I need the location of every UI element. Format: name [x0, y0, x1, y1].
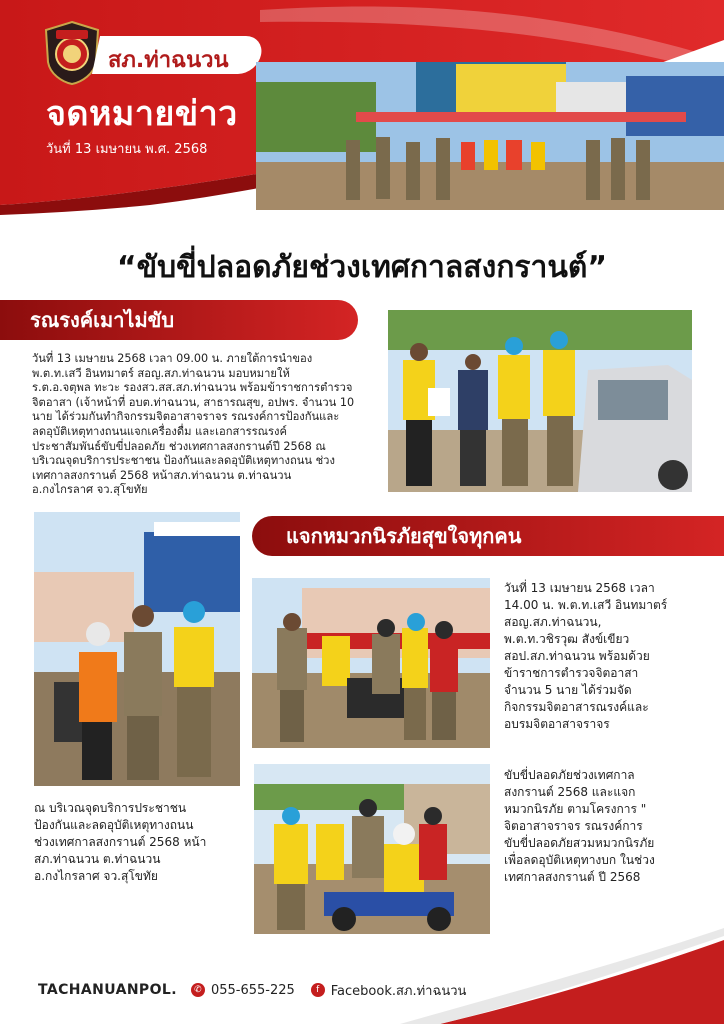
section-body-helmets-2: ขับขี่ปลอดภัยช่วงเทศกาล สงกรานต์ 2568 และแจก หมวกนิรภัย ตามโครงการ " จิตอาสาจราจร รณรงค์การ ขับขี่ปลอดภัยสวมหมวกนิรภัย เพื่อลดอุบัติเหตุทางบก ในช่วง เทศกาลสงกรานต์ ปี 2568 — [504, 768, 655, 884]
phone-icon: ✆ — [191, 983, 205, 997]
header-photo-checkpoint — [256, 62, 724, 210]
photo-campaign-car — [388, 310, 692, 492]
footer-facebook[interactable]: Facebook.สภ.ท่าฉนวน — [330, 983, 467, 999]
footer-swoosh — [0, 920, 724, 1024]
footer-brand: TACHANUANPOL. — [38, 982, 177, 998]
photo-motorcycle-helmet — [254, 764, 490, 934]
station-name: สภ.ท่าฉนวน — [108, 48, 229, 73]
section-body-drunk-driving: วันที่ 13 เมษายน 2568 เวลา 09.00 น. ภายใต้การนำของ พ.ต.ท.เสวี อินทมาตร์ สอญ.สภ.ท่าฉนวน มอบหมายให้ ร.ต.อ.จตุพล ทะวะ รองสว.สส.สภ.ท่าฉนวน พร้อมข้าราชการตำรวจ จิตอาสา (เจ้าหน้าที่ อบต.ท่าฉนวน, สาธารณสุข, อปพร. จำนวน 10 นาย ได้ร่วมกันทำกิจกรรมจิตอาสาจราจร รณรงค์การป้องกันและ ลดอุบัติเหตุทางถนนแจกเครื่องดื่ม และเอกสารรณรงค์ ประชาสัมพันธ์ขับขี่ปลอดภัย ช่วงเทศกาลสงกรานต์ปี 2568 ณ บริเวณจุดบริการประชาชน ป้องกันและลดอุบัติเหตุทางถนน ช่วง เทศกาลสงกรานต์ 2568 หน้าสภ.ท่าฉนวน ต.ท่าฉนวน อ.กงไกรลาศ จว.สุโขทัย — [32, 352, 355, 497]
footer-phone[interactable]: 055-655-225 — [210, 982, 295, 998]
section-heading-helmets: แจกหมวกนิรภัยสุขใจทุกคน — [252, 516, 724, 556]
photo-helmet-group — [252, 578, 490, 748]
section-body-helmets: วันที่ 13 เมษายน 2568 เวลา 14.00 น. พ.ต.ท.เสวี อินทมาตร์ สอญ.สภ.ท่าฉนวน, พ.ต.ท.วชิรวุฒ สังข์เขียว สอป.สภ.ท่าฉนวน พร้อมด้วย ข้าราชการตำรวจจิตอาสา จำนวน 5 นาย ได้ร่วมจัด กิจกรรมจิตอาสารณรงค์และ อบรมจิตอาสาจราจร — [504, 581, 668, 731]
issue-date: วันที่ 13 เมษายน พ.ศ. 2568 — [46, 142, 208, 157]
police-badge-logo — [42, 20, 102, 86]
photo-helmet-handover — [34, 512, 240, 786]
section-heading-drunk-driving: รณรงค์เมาไม่ขับ — [0, 300, 358, 340]
caption-service-point: ณ บริเวณจุดบริการประชาชน ป้องกันและลดอุบัติเหตุทางถนน ช่วงเทศกาลสงกรานต์ 2568 หน้า สภ.ท่าฉนวน ต.ท่าฉนวน อ.กงไกรลาศ จว.สุโขทัย — [34, 801, 207, 883]
facebook-icon: f — [311, 983, 325, 997]
newsletter-headline: จดหมายข่าว — [46, 94, 238, 134]
main-title: “ขับขี่ปลอดภัยช่วงเทศกาลสงกรานต์” — [116, 250, 608, 285]
footer — [38, 980, 466, 1000]
